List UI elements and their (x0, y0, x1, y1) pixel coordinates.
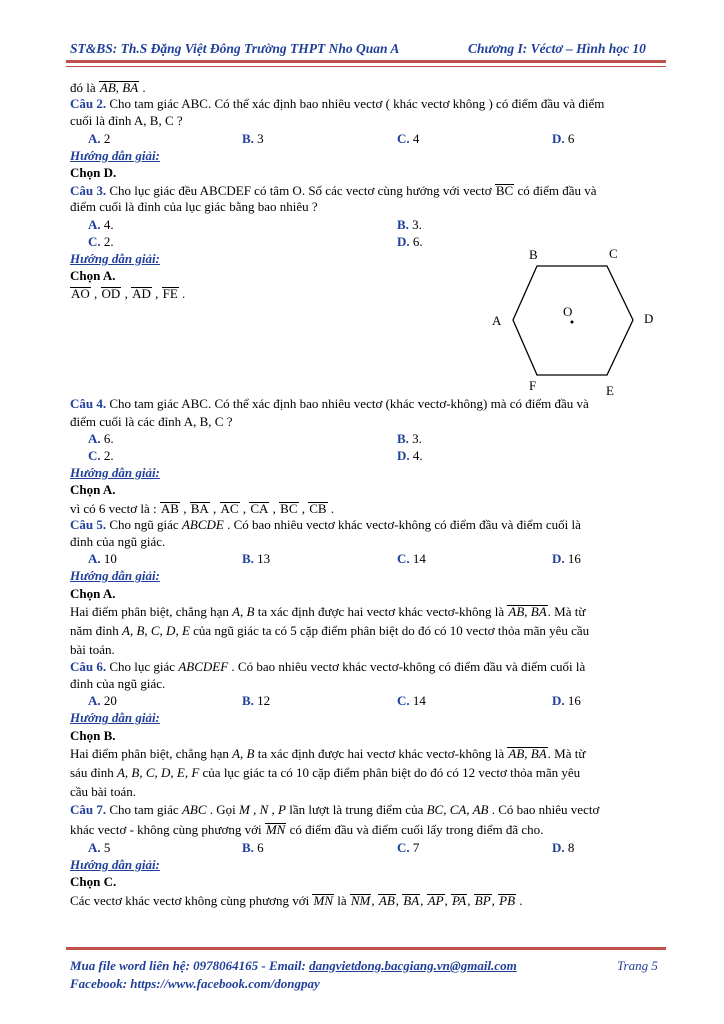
question-label: Câu 2. (70, 96, 107, 112)
footer-facebook: Facebook: https://www.facebook.com/dongpay (70, 976, 320, 991)
answer-choice: Chọn B. (70, 727, 116, 743)
options-q7 (70, 839, 674, 856)
answer-choice: Chọn C. (70, 874, 117, 890)
options-q2 (70, 130, 674, 147)
question-5: Câu 5. Cho ngũ giác ABCDE . Có bao nhiêu vectơ khác vectơ-không có điểm đầu và điểm cuối là (70, 516, 581, 532)
vector-list-q3: AO , OD , AD , FE . (71, 286, 186, 302)
vector-bc: BC (495, 183, 514, 199)
option-a: A. 4. (88, 216, 114, 232)
option-b: B. 3 (242, 130, 264, 146)
answer-choice: Chọn A. (70, 482, 116, 498)
option-b: B. 6 (242, 840, 264, 855)
option-a: A. 6. (88, 430, 114, 446)
vertex-label-b: B (529, 247, 538, 262)
question-6: Câu 6. Cho lục giác ABCDEF . Có bao nhiêu vectơ khác vectơ-không có điểm đầu và điểm cuối là (70, 658, 586, 674)
options-q6 (70, 692, 674, 709)
question-7: Câu 7. Cho tam giác ABC . Gọi M , N , P lần lượt là trung điểm của BC, CA, AB . Có bao nhiêu vectơ (70, 802, 600, 817)
options-q4 (70, 430, 674, 447)
header-rule (66, 60, 666, 63)
answer-choice: Chọn A. (70, 268, 116, 284)
option-d: D. 6 (552, 130, 575, 146)
header-right: Chương I: Véctơ – Hình học 10 (468, 41, 646, 56)
header-rule-thin (66, 66, 666, 67)
question-3: Câu 3. Cho lục giác đều ABCDEF có tâm O. Số các vectơ cùng hướng với vectơ BC có điểm đầu và (70, 183, 597, 199)
option-b: B. 3. (397, 430, 422, 446)
solution-heading: Hướng dẫn giải: (70, 710, 160, 726)
option-b: B. 3. (397, 216, 422, 232)
vertex-label-e: E (606, 383, 614, 398)
option-c: C. 14 (397, 693, 426, 709)
vector-list-q7: Các vectơ khác vectơ không cùng phương với MN là NM, AB, BA, AP, PA, BP, PB . (70, 892, 523, 908)
footer-contact: Mua file word liên hệ: 0978064165 - Email: dangvietdong.bacgiang.vn@gmail.com (70, 958, 517, 973)
center-label-o: O (563, 304, 573, 319)
options-q5 (70, 550, 674, 567)
explanation-q6: Hai điểm phân biệt, chẳng hạn A, B ta xác định được hai vectơ khác vectơ-không là AB, BA. Mà từ (70, 745, 586, 761)
solution-heading: Hướng dẫn giải: (70, 147, 160, 163)
answer-choice: Chọn D. (70, 164, 117, 180)
center-point (571, 321, 574, 324)
question-2: Câu 2. Cho tam giác ABC. Có thể xác định bao nhiêu vectơ ( khác vectơ không ) có điểm đầu và điểm (70, 96, 605, 112)
explanation-q5: Hai điểm phân biệt, chẳng hạn A, B ta xác định được hai vectơ khác vectơ-không là AB, BA. Mà từ (70, 603, 586, 619)
option-c: C. 2. (88, 233, 114, 249)
footer-rule (66, 947, 666, 950)
option-c: C. 7 (397, 840, 420, 855)
page-header (70, 41, 664, 57)
option-c: C. 14 (397, 551, 426, 567)
hexagon-figure (480, 240, 670, 400)
question-4: Câu 4. Cho tam giác ABC. Có thể xác định bao nhiêu vectơ (khác vectơ-không) mà có điểm đầu và (70, 396, 589, 412)
option-d: D. 4. (397, 448, 423, 463)
vector-ab-ba: AB, BA (99, 80, 139, 95)
answer-choice: Chọn A. (70, 585, 116, 601)
option-a: A. 5 (88, 840, 111, 855)
option-d: D. 16 (552, 693, 581, 709)
option-b: B. 12 (242, 693, 271, 709)
option-d: D. 8 (552, 840, 575, 855)
option-c: C. 4 (397, 130, 420, 146)
option-a: A. 10 (88, 551, 117, 567)
option-a: A. 2 (88, 130, 111, 146)
solution-heading: Hướng dẫn giải: (70, 857, 160, 873)
option-d: D. 6. (397, 233, 423, 249)
footer-email-link[interactable]: dangvietdong.bacgiang.vn@gmail.com (309, 958, 517, 973)
vertex-label-f: F (529, 378, 537, 393)
option-c: C. 2. (88, 448, 114, 463)
solution-heading: Hướng dẫn giải: (70, 568, 160, 584)
page-number: Trang 5 (617, 958, 658, 973)
hexagon-outline (513, 266, 633, 375)
options-q3 (70, 216, 674, 233)
solution-heading: Hướng dẫn giải: (70, 250, 160, 266)
vertex-label-d: D (644, 311, 654, 326)
vertex-label-a: A (492, 313, 502, 328)
line-q1-answer: đó là AB, BA . (70, 80, 146, 95)
option-a: A. 20 (88, 693, 117, 709)
vector-list-q4: vì có 6 vectơ là : AB , BA , AC , CA , BC , CB . (70, 500, 335, 516)
vertex-label-c: C (609, 246, 618, 261)
page-content: đó là AB, BA . Câu 2. Cho tam giác ABC. Có thể xác định bao nhiêu vectơ ( khác vectơ không ) có điểm đầu và điểm cuối là đỉnh A, B, C ? A. 2 B. 3 C. 4 D. 6 Hướng dẫn giải: Chọn D. Câu 3. Cho lục giác đều ABCDEF có tâm O. Số các vectơ cùng hướng với vectơ BC có điểm đầu và điểm cuối là đỉnh của lục giác bằng bao nhiêu ? A. 4. B. 3. C. 2. D. 6. Hướng dẫn giải: Chọn A. AO , OD , AD , FE . Câu 4. Cho tam giác ABC. Có thể xác định bao nhiêu vectơ (khác vectơ-không) mà có điểm đầu và điểm cuối là các đỉnh A, B, C ? A. 6. B. 3. C. 2. D. 4. Hướng dẫn giải: Chọn A. vì có 6 vectơ là : AB , BA , AC , CA , BC , CB . Câu 5. Cho ngũ giác ABCDE . Có bao nhiêu vectơ khác vectơ-không có điểm đầu và điểm cuối là đỉnh của ngũ giác. A. 10 B. 13 C. 14 D. 16 Hướng dẫn giải: Chọn A. Hai điểm phân biệt, chẳng hạn A, B ta xác định được hai vectơ khác vectơ-không là AB, BA. Mà từ năm đỉnh A, B, C, D, E của ngũ giác ta có 5 cặp điểm phân biệt do đó có 10 vectơ thỏa mãn yêu cầu bài toán. Câu 6. Cho lục giác ABCDEF . Có bao nhiêu vectơ khác vectơ-không có điểm đầu và điểm cuối là đỉnh của ngũ giác. A. 20 B. 12 C. 14 D. 16 Hướng dẫn giải: Chọn B. Hai điểm phân biệt, chẳng hạn A, B ta xác định được hai vectơ khác vectơ-không là AB, BA. Mà từ sáu đỉnh A, B, C, D, E, F của lục giác ta có 10 cặp điểm phân biệt do đó có 12 vectơ thỏa mãn yêu cầu bài toán. Câu 7. Cho tam giác ABC . Gọi M , N , P lần lượt là trung điểm của BC, CA, AB . Có bao nhiêu vectơ khác vectơ - không cùng phương với MN có điểm đầu và điểm cuối lấy trong điểm đã cho. A. 5 B. 6 C. 7 D. 8 Hướng dẫn giải: Chọn C. Các vectơ khác vectơ không cùng phương với MN là NM, AB, BA, AP, PA, BP, PB . (70, 78, 674, 910)
solution-heading: Hướng dẫn giải: (70, 465, 160, 481)
header-left: ST&BS: Th.S Đặng Việt Đông Trường THPT Nho Quan A (70, 41, 400, 56)
option-b: B. 13 (242, 551, 271, 567)
option-d: D. 16 (552, 551, 581, 567)
